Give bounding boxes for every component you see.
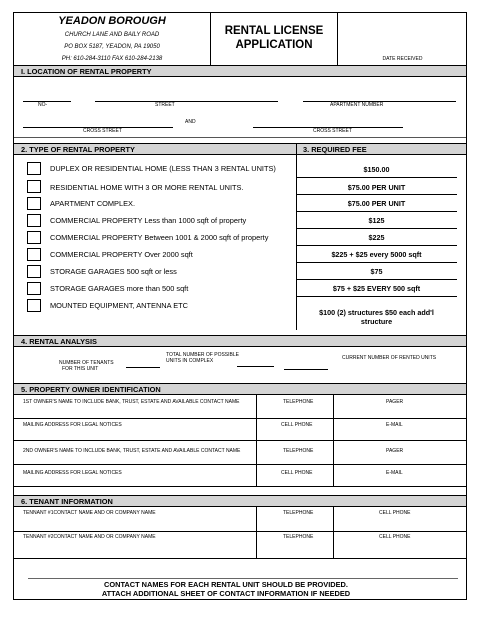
owner2-pager-label: PAGER: [386, 448, 404, 454]
fee-value: $75: [370, 267, 383, 276]
owner2-label: 2ND OWNER'S NAME TO INCLUDE BANK, TRUST, ESTATE AND AVAILABLE CONTACT NAME: [23, 448, 241, 454]
tenants-label-line2: FOR THIS UNIT: [62, 366, 99, 372]
date-received-label: DATE RECEIVED: [382, 56, 423, 62]
section1-bottom-rule: [14, 137, 466, 138]
owner2-email-label: E-MAIL: [386, 470, 403, 476]
fee-sep-8: [296, 296, 457, 297]
type-label: STORAGE GARAGES more than 500 sqft: [50, 284, 189, 293]
tenant-divider-2: [333, 507, 334, 558]
owner-rule-1: [14, 418, 466, 419]
owner2-cell-label: CELL PHONE: [281, 470, 313, 476]
type-label: APARTMENT COMPLEX.: [50, 199, 136, 208]
fee-value: $125: [368, 216, 385, 225]
org-address-1: CHURCH LANE AND BAILY ROAD: [64, 32, 160, 38]
tenant1-telephone-label: TELEPHONE: [283, 510, 314, 516]
type-label: RESIDENTIAL HOME WITH 3 OR MORE RENTAL UNITS.: [50, 183, 244, 192]
type-checkbox[interactable]: [27, 282, 41, 295]
owner-rule-4: [14, 486, 466, 487]
footer-line2: ATTACH ADDITIONAL SHEET OF CONTACT INFORMATION IF NEEDED: [101, 589, 351, 598]
fee-value: $225 + $25 every 5000 sqft: [331, 250, 422, 259]
fee-sep-6: [296, 262, 457, 263]
fee-sep-5: [296, 245, 457, 246]
apartment-label: APARTMENT NUMBER: [330, 102, 384, 108]
footer-line1: CONTACT NAMES FOR EACH RENTAL UNIT SHOULD BE PROVIDED.: [104, 580, 348, 589]
fee-value: $225: [368, 233, 385, 242]
fee-sep-7: [296, 279, 457, 280]
type-label: DUPLEX OR RESIDENTIAL HOME (LESS THAN 3 RENTAL UNITS): [50, 164, 276, 173]
tenant1-label: TENNANT #1CONTACT NAME AND OR COMPANY NAME: [23, 510, 156, 516]
owner-rule-3: [14, 464, 466, 465]
type-checkbox[interactable]: [27, 231, 41, 244]
fee-value: $150.00: [363, 165, 390, 174]
org-name: YEADON BOROUGH: [58, 15, 166, 27]
owner1-cell-label: CELL PHONE: [281, 422, 313, 428]
fee-value: $75 + $25 EVERY 500 sqft: [332, 284, 421, 293]
owner1-mailing-label: MAILING ADDRESS FOR LEGAL NOTICES: [23, 422, 122, 428]
fee-value: $75.00 PER UNIT: [347, 199, 406, 208]
form-title-line1: RENTAL LICENSE: [224, 25, 324, 37]
possible-units-line1: TOTAL NUMBER OF POSSIBLE: [166, 352, 239, 358]
section4-title: 4. RENTAL ANALYSIS: [14, 335, 466, 347]
possible-units-field[interactable]: [237, 366, 274, 367]
and-label: AND: [185, 119, 196, 125]
cross-street-label-2: CROSS STREET: [313, 128, 352, 134]
type-label: MOUNTED EQUIPMENT, ANTENNA ETC: [50, 301, 188, 310]
tenant2-label: TENNANT #2CONTACT NAME AND OR COMPANY NAME: [23, 534, 156, 540]
type-checkbox[interactable]: [27, 197, 41, 210]
section2-title: 2. TYPE OF RENTAL PROPERTY: [14, 143, 296, 155]
type-checkbox[interactable]: [27, 248, 41, 261]
org-phone-fax: PH: 610-284-3110 FAX 610-284-2138: [61, 56, 163, 62]
org-address-2: PO BOX 5187, YEADON, PA 19050: [64, 44, 160, 50]
type-label: STORAGE GARAGES 500 sqft or less: [50, 267, 177, 276]
owner1-email-label: E-MAIL: [386, 422, 403, 428]
type-checkbox[interactable]: [27, 162, 41, 175]
owner1-telephone-label: TELEPHONE: [283, 399, 314, 405]
owner-rule-2: [14, 440, 466, 441]
type-checkbox[interactable]: [27, 299, 41, 312]
type-checkbox[interactable]: [27, 265, 41, 278]
type-checkbox[interactable]: [27, 180, 41, 193]
tenant2-telephone-label: TELEPHONE: [283, 534, 314, 540]
type-checkbox[interactable]: [27, 214, 41, 227]
section6-title: 6. TENANT INFORMATION: [14, 495, 466, 507]
tenant-rule-1: [14, 531, 466, 532]
section1-title: I. LOCATION OF RENTAL PROPERTY: [14, 65, 466, 77]
type-label: COMMERCIAL PROPERTY Less than 1000 sqft of property: [50, 216, 247, 225]
cross-street-label-1: CROSS STREET: [83, 128, 122, 134]
section3-title: 3. REQUIRED FEE: [296, 143, 466, 155]
tenants-label-line1: NUMBER OF TENANTS: [59, 360, 114, 366]
tenant1-cell-label: CELL PHONE: [379, 510, 411, 516]
possible-units-line2: UNITS IN COMPLEX: [166, 358, 214, 364]
fee-sep-2: [296, 194, 457, 195]
type-label: COMMERCIAL PROPERTY Between 1001 & 2000 sqft of property: [50, 233, 269, 242]
street-field[interactable]: [95, 101, 278, 102]
owner2-telephone-label: TELEPHONE: [283, 448, 314, 454]
tenants-field[interactable]: [126, 367, 160, 368]
tenant-divider-1: [256, 507, 257, 558]
fee-value: $75.00 PER UNIT: [347, 183, 406, 192]
fee-sep-1: [296, 177, 457, 178]
type-label: COMMERCIAL PROPERTY Over 2000 sqft: [50, 250, 193, 259]
form-title-line2: APPLICATION: [235, 39, 313, 51]
tenant2-cell-label: CELL PHONE: [379, 534, 411, 540]
fee-sep-3: [296, 211, 457, 212]
no-label: NO-: [38, 102, 48, 108]
footer-rule: [28, 578, 458, 579]
tenant-rule-2: [14, 558, 466, 559]
rented-units-field[interactable]: [284, 369, 328, 370]
fee-value: $100 (2) structures $50 each add'l structure: [319, 308, 434, 326]
owner1-label: 1ST OWNER'S NAME TO INCLUDE BANK, TRUST, ESTATE AND AVAILABLE CONTACT NAME: [23, 399, 240, 405]
street-label: STREET: [155, 102, 175, 108]
owner2-mailing-label: MAILING ADDRESS FOR LEGAL NOTICES: [23, 470, 122, 476]
section5-title: 5. PROPERTY OWNER IDENTIFICATION: [14, 383, 466, 395]
fee-sep-4: [296, 228, 457, 229]
current-rented-label: CURRENT NUMBER OF RENTED UNITS: [342, 355, 437, 361]
owner1-pager-label: PAGER: [386, 399, 404, 405]
